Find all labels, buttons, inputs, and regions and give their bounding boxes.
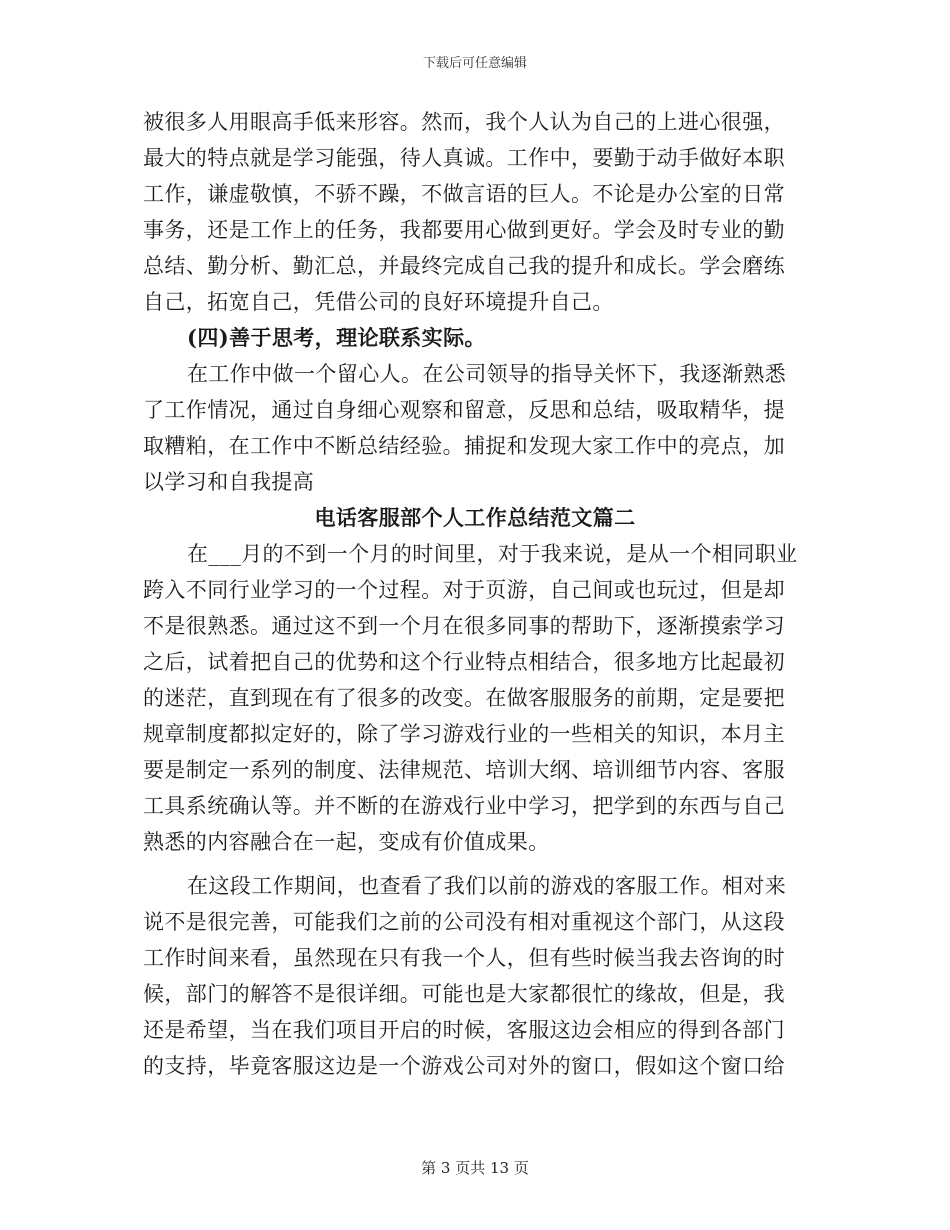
text-line: 事务，还是工作上的任务，我都要用心做到更好。学会及时专业的勤 <box>143 218 785 242</box>
section-heading: (四)善于思考，理论联系实际。 <box>187 325 486 350</box>
section-title: 电话客服部个人工作总结范文篇二 <box>314 505 636 530</box>
page-footer: 第 3 页共 13 页 <box>421 1159 529 1177</box>
text-line: 被很多人用眼高手低来形容。然而，我个人认为自己的上进心很强， <box>143 110 785 134</box>
text-line: 总结、勤分析、勤汇总，并最终完成自己我的提升和成长。学会磨练 <box>143 254 785 278</box>
text-line: 工作，谦虚敬慎，不骄不躁，不做言语的巨人。不论是办公室的日常 <box>143 182 785 206</box>
text-line: 以学习和自我提高 <box>143 470 315 494</box>
text-line: 还是希望，当在我们项目开启的时候，客服这边会相应的得到各部门 <box>143 1018 785 1042</box>
text-line: 要是制定一系列的制度、法律规范、培训大纲、培训细节内容、客服 <box>143 758 785 782</box>
text-line: 规章制度都拟定好的，除了学习游戏行业的一些相关的知识，本月主 <box>143 722 785 746</box>
text-line: 了工作情况，通过自身细心观察和留意，反思和总结，吸取精华，提 <box>143 398 785 422</box>
text-line: 之后，试着把自己的优势和这个行业特点相结合，很多地方比起最初 <box>143 650 785 674</box>
text-line: 候，部门的解答不是很详细。可能也是大家都很忙的缘故，但是，我 <box>143 982 785 1006</box>
text-line: 在工作中做一个留心人。在公司领导的指导关怀下，我逐渐熟悉 <box>187 362 787 386</box>
text-line: 工作时间来看，虽然现在只有我一个人，但有些时候当我去咨询的时 <box>143 946 785 970</box>
document-body <box>143 104 807 1084</box>
text-line: 取糟粕，在工作中不断总结经验。捕捉和发现大家工作中的亮点，加 <box>143 434 785 458</box>
text-line: 不是很熟悉。通过这不到一个月在很多同事的帮助下，逐渐摸索学习 <box>143 614 785 638</box>
page-header: 下载后可任意编辑 <box>422 56 527 71</box>
text-line: 熟悉的内容融合在一起，变成有价值成果。 <box>143 830 550 854</box>
text-line: 工具系统确认等。并不断的在游戏行业中学习，把学到的东西与自己 <box>143 794 785 818</box>
text-line: 跨入不同行业学习的一个过程。对于页游，自己间或也玩过，但是却 <box>143 578 785 602</box>
text-line: 的迷茫，直到现在有了很多的改变。在做客服服务的前期，定是要把 <box>143 686 785 710</box>
text-line: 在___月的不到一个月的时间里，对于我来说，是从一个相同职业 <box>187 542 798 566</box>
text-line: 的支持，毕竟客服这边是一个游戏公司对外的窗口，假如这个窗口给 <box>143 1054 785 1078</box>
paragraph-gap <box>143 860 807 868</box>
text-line: 自己，拓宽自己，凭借公司的良好环境提升自己。 <box>143 290 614 314</box>
text-line: 说不是很完善，可能我们之前的公司没有相对重视这个部门，从这段 <box>143 910 785 934</box>
text-line: 在这段工作期间，也查看了我们以前的游戏的客服工作。相对来 <box>187 874 787 898</box>
text-line: 最大的特点就是学习能强，待人真诚。工作中，要勤于动手做好本职 <box>143 146 785 170</box>
